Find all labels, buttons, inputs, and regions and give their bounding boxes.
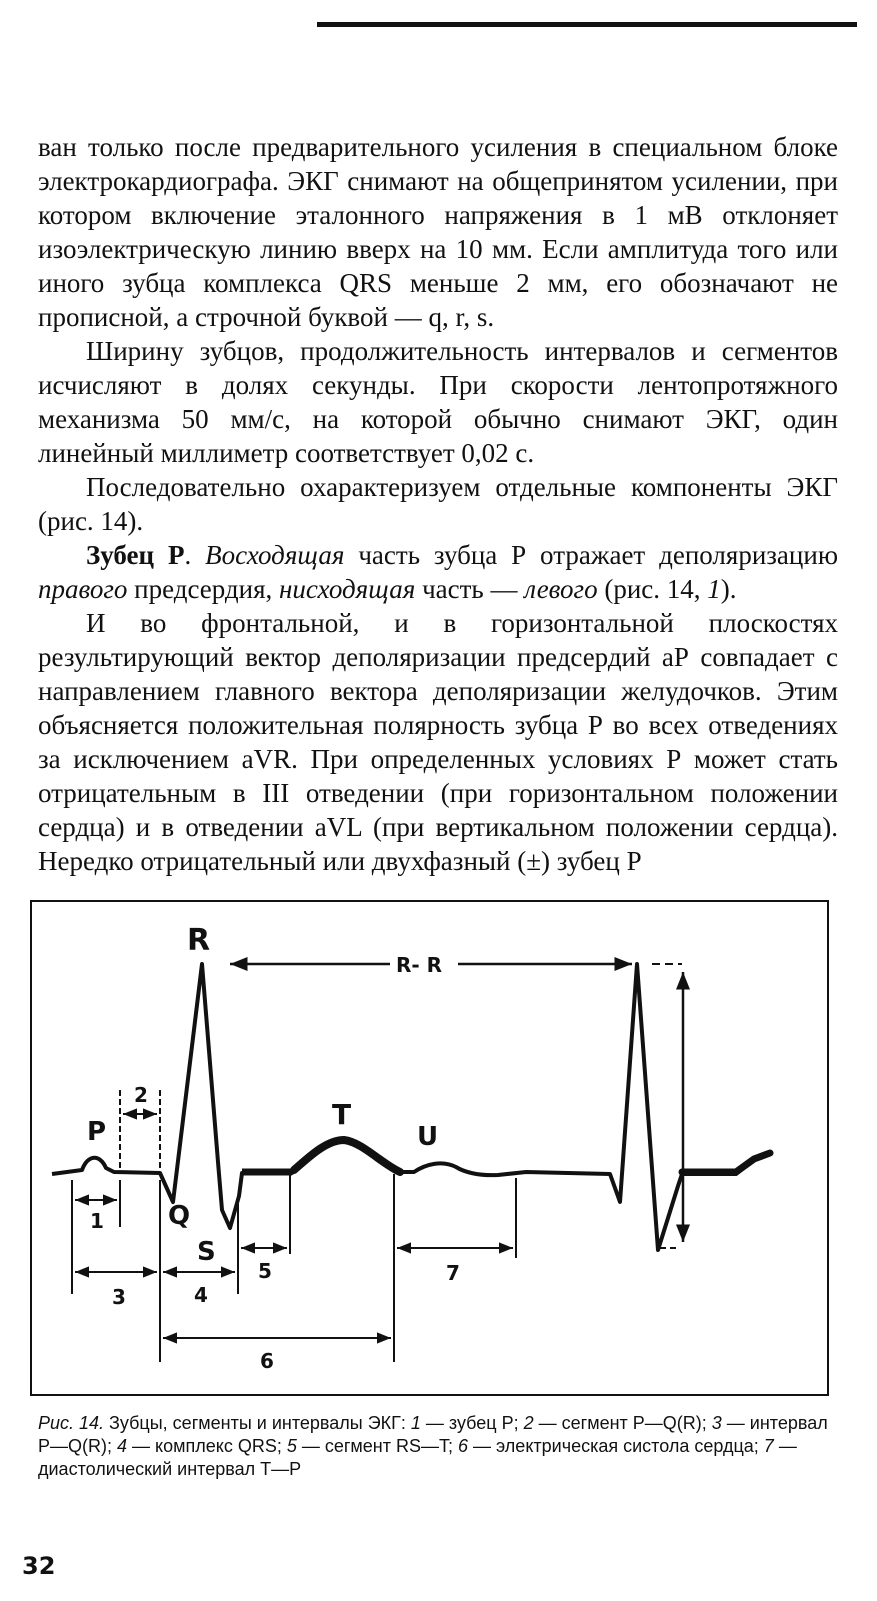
ecg-diagram (32, 902, 827, 1394)
ecg-figure (30, 900, 829, 1396)
label-r: R (187, 923, 211, 958)
label-rr: R- R (396, 953, 443, 977)
label-q: Q (168, 1201, 191, 1231)
header-rule (317, 22, 857, 27)
label-2: 2 (134, 1083, 148, 1107)
paragraph-2: Ширину зубцов, продолжительность интервалов и сегментов исчисляют в долях секунды. При скорости лентопротяжного механизма 50 мм/с, на которой обычно снимают ЭКГ, один линейный миллиметр соответствует 0,02 с. (38, 336, 838, 468)
label-4: 4 (194, 1283, 208, 1307)
label-6: 6 (260, 1349, 274, 1373)
label-7: 7 (446, 1261, 460, 1285)
label-5: 5 (258, 1259, 272, 1283)
paragraph-4: Зубец Р. Восходящая часть зубца Р отражает деполяризацию правого предсердия, нисходящая часть — левого (рис. 14, 1). (38, 540, 838, 604)
paragraph-1: ван только после предварительного усиления в специальном блоке электрокардиографа. ЭКГ снимают на общепринятом усилении, при котором включение эталонного напряжения в 1 мВ отклоняет изоэлектрическую линию вверх на 10 мм. Если амплитуда того или иного зубца комплекса QRS меньше 2 мм, его обозначают не прописной, а строчной буквой — q, r, s. (38, 132, 838, 332)
paragraph-3: Последовательно охарактеризуем отдельные компоненты ЭКГ (рис. 14). (38, 472, 838, 536)
page-number: 32 (22, 1552, 56, 1580)
t-wave-thick (294, 1140, 400, 1172)
label-p: P (87, 1117, 107, 1147)
paragraph-5: И во фронтальной, и в горизонтальной плоскостях результирующий вектор деполяризации предсердий аР совпадает с направлением главного вектора деполяризации желудочков. Этим объясняется положительная полярность зубца Р во всех отведениях за исключением aVR. При определенных условиях Р может стать отрицательным в III отведении (при горизонтальном положении сердца) и в отведении aVL (при вертикальном положении сердца). Нередко отрицательный или двухфазный (±) зубец Р (38, 608, 838, 876)
label-u: U (417, 1122, 439, 1152)
diastole-thick (682, 1153, 770, 1172)
label-3: 3 (112, 1285, 126, 1309)
figure-caption: Рис. 14. Зубцы, сегменты и интервалы ЭКГ: 1 — зубец P; 2 — сегмент P—Q(R); 3 — интервал P—Q(R); 4 — комплекс QRS; 5 — сегмент RS—T; 6 — электрическая систола сердца; 7 — диастолический интервал T—P (38, 1413, 828, 1479)
label-1: 1 (90, 1209, 104, 1233)
p-wave-heading: Зубец Р (86, 540, 185, 570)
label-s: S (197, 1237, 216, 1267)
label-t: T (332, 1098, 352, 1131)
body-text (38, 130, 838, 878)
